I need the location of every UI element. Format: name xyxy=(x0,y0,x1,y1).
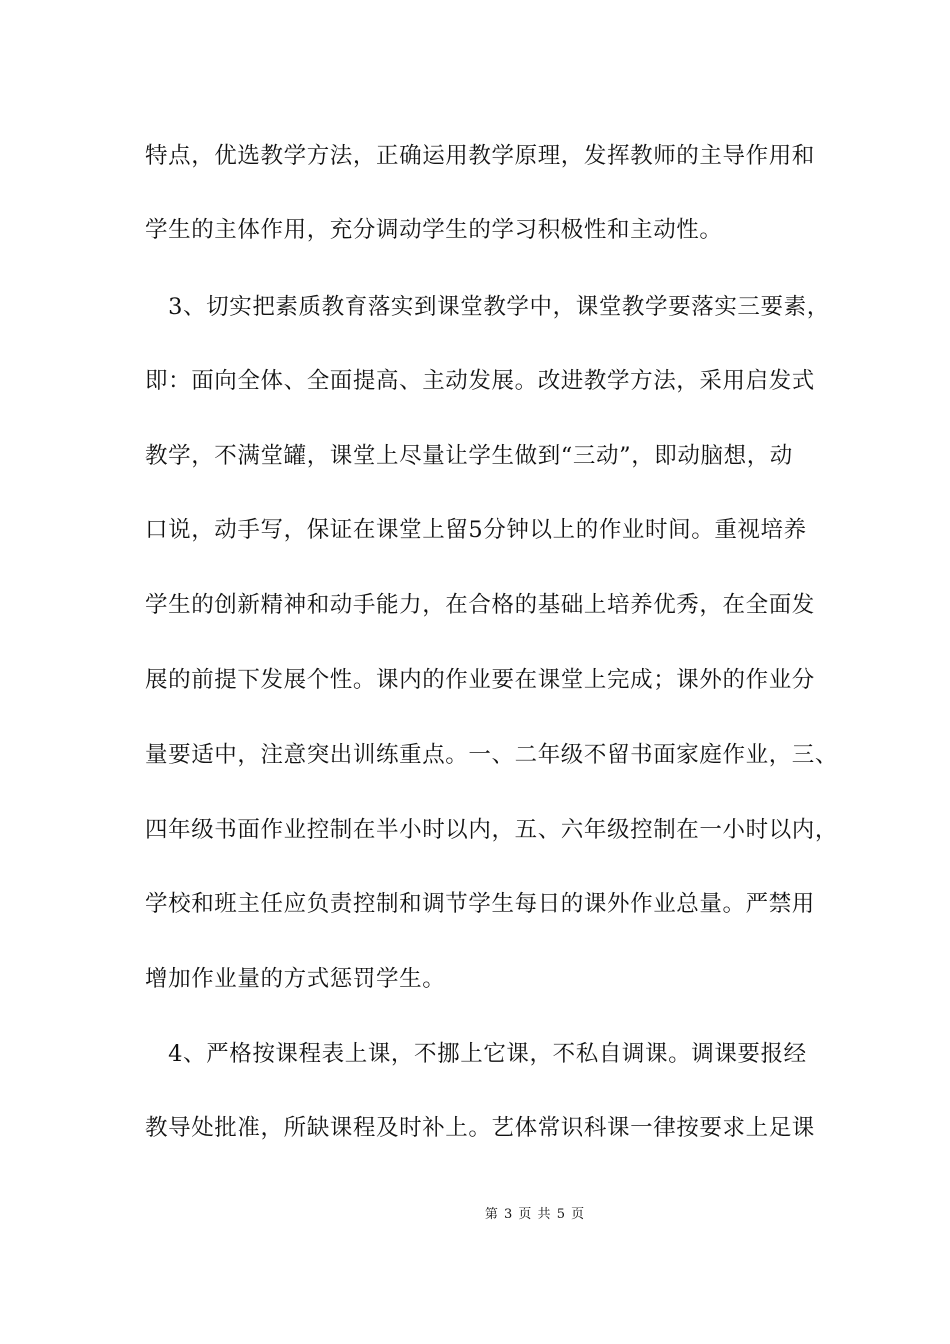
text-line-2: 学生的主体作用，充分调动学生的学习积极性和主动性。 xyxy=(145,217,723,243)
text-line-4: 即：面向全体、全面提高、主动发展。改进教学方法，采用启发式 xyxy=(145,368,815,394)
text-line-13: 4、严格按课程表上课，不挪上它课，不私自调课。调课要报经 xyxy=(145,1041,807,1067)
text-line-12: 增加作业量的方式惩罚学生。 xyxy=(145,966,446,992)
text-line-5: 教学，不满堂罐，课堂上尽量让学生做到“三动”，即动脑想，动 xyxy=(145,443,793,469)
text-line-6: 口说，动手写，保证在课堂上留5分钟以上的作业时间。重视培养 xyxy=(145,517,807,543)
text-line-1: 特点，优选教学方法，正确运用教学原理，发挥教师的主导作用和 xyxy=(145,143,815,169)
text-line-14: 教导处批准，所缺课程及时补上。艺体常识科课一律按要求上足课 xyxy=(145,1115,815,1141)
text-line-7: 学生的创新精神和动手能力，在合格的基础上培养优秀，在全面发 xyxy=(145,592,815,618)
text-line-3: 3、切实把素质教育落实到课堂教学中，课堂教学要落实三要素， xyxy=(145,294,830,320)
text-line-10: 四年级书面作业控制在半小时以内，五、六年级控制在一小时以内， xyxy=(145,817,839,843)
text-line-11: 学校和班主任应负责控制和调节学生每日的课外作业总量。严禁用 xyxy=(145,891,815,917)
page-footer: 第 3 页 共 5 页 xyxy=(484,1207,586,1222)
text-line-9: 量要适中，注意突出训练重点。一、二年级不留书面家庭作业，三、 xyxy=(145,742,839,768)
text-line-8: 展的前提下发展个性。课内的作业要在课堂上完成；课外的作业分 xyxy=(145,667,815,693)
